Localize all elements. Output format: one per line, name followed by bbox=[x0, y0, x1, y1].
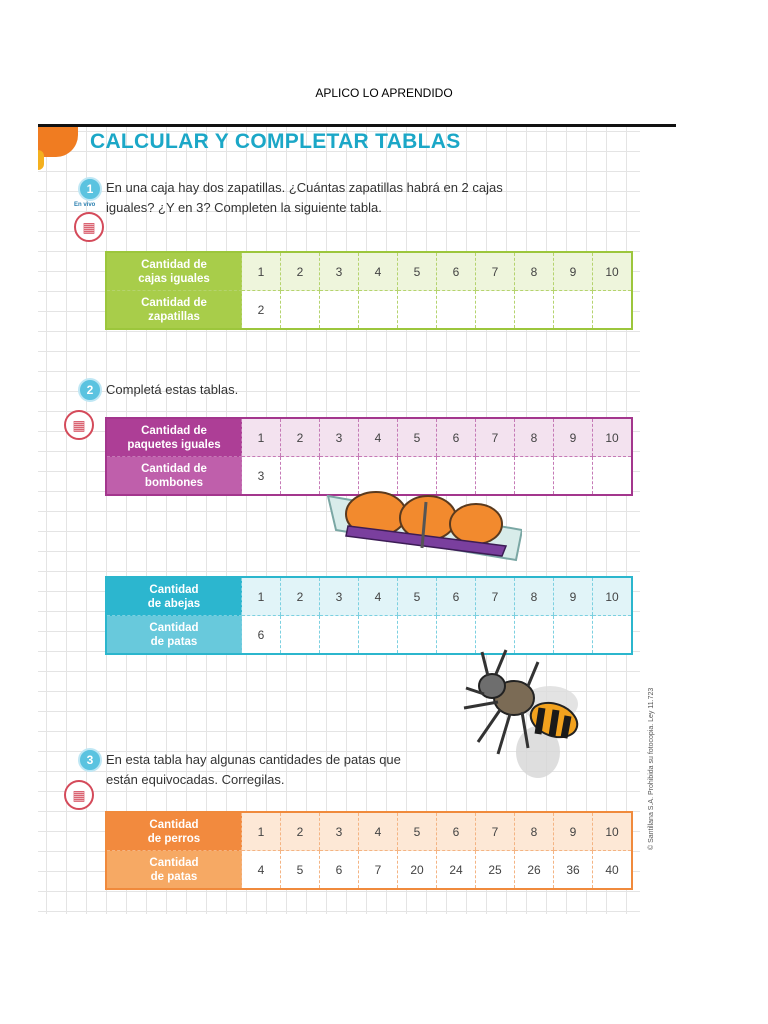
table-perros-patas bbox=[105, 811, 633, 890]
table-cell: 6 bbox=[437, 812, 476, 851]
row-header: Cantidad de bombones bbox=[106, 457, 242, 496]
row-header: Cantidad de perros bbox=[106, 812, 242, 851]
table-cell: 5 bbox=[398, 252, 437, 291]
table-cell: 6 bbox=[437, 252, 476, 291]
answer-cell[interactable] bbox=[320, 616, 359, 655]
answer-cell[interactable] bbox=[398, 616, 437, 655]
exercise-2-instructions: Completá estas tablas. bbox=[106, 382, 239, 397]
table-cell: 1 bbox=[242, 418, 281, 457]
table-cell: 4 bbox=[359, 418, 398, 457]
table-cell: 3 bbox=[320, 577, 359, 616]
row-header: Cantidad de paquetes iguales bbox=[106, 418, 242, 457]
table-cell: 2 bbox=[281, 577, 320, 616]
table-cell: 1 bbox=[242, 252, 281, 291]
table-cell: 2 bbox=[281, 252, 320, 291]
row-header: Cantidad de zapatillas bbox=[106, 291, 242, 330]
answer-cell[interactable] bbox=[476, 291, 515, 330]
calculator-icon: ▦ bbox=[64, 410, 94, 440]
answer-cell[interactable]: 6 bbox=[320, 851, 359, 890]
answer-cell[interactable] bbox=[281, 291, 320, 330]
answer-cell[interactable] bbox=[281, 616, 320, 655]
table-cell: 10 bbox=[593, 252, 633, 291]
table-cell: 7 bbox=[476, 812, 515, 851]
exercise-1-line-2: iguales? ¿Y en 3? Completen la siguiente tabla. bbox=[106, 200, 382, 215]
table-cell: 2 bbox=[242, 291, 281, 330]
answer-cell[interactable] bbox=[359, 291, 398, 330]
table-cell: 1 bbox=[242, 577, 281, 616]
answer-cell[interactable]: 7 bbox=[359, 851, 398, 890]
row-header: Cantidad de patas bbox=[106, 851, 242, 890]
answer-cell[interactable] bbox=[593, 291, 633, 330]
table-cell: 10 bbox=[593, 812, 633, 851]
table-cell: 4 bbox=[359, 577, 398, 616]
answer-cell[interactable]: 36 bbox=[554, 851, 593, 890]
answer-cell[interactable]: 4 bbox=[242, 851, 281, 890]
table-cell: 10 bbox=[593, 418, 633, 457]
row-header: Cantidad de patas bbox=[106, 616, 242, 655]
answer-cell[interactable] bbox=[281, 457, 320, 496]
answer-cell[interactable]: 26 bbox=[515, 851, 554, 890]
table-cell: 1 bbox=[242, 812, 281, 851]
bonbon-3 bbox=[450, 504, 502, 544]
answer-cell[interactable]: 5 bbox=[281, 851, 320, 890]
answer-cell[interactable] bbox=[593, 457, 633, 496]
table-cell: 7 bbox=[476, 252, 515, 291]
table-cell: 2 bbox=[281, 812, 320, 851]
exercise-1-number: 1 bbox=[78, 177, 102, 201]
table-cell: 8 bbox=[515, 812, 554, 851]
table-cell: 2 bbox=[281, 418, 320, 457]
table-cell: 9 bbox=[554, 812, 593, 851]
exercise-2-number: 2 bbox=[78, 378, 102, 402]
exercise-3-line-1: En esta tabla hay algunas cantidades de patas que bbox=[106, 752, 401, 767]
table-cell: 8 bbox=[515, 418, 554, 457]
worksheet-heading: CALCULAR Y COMPLETAR TABLAS bbox=[90, 130, 461, 153]
calculator-icon: ▦ bbox=[74, 212, 104, 242]
table-cell: 9 bbox=[554, 577, 593, 616]
table-cell: 8 bbox=[515, 252, 554, 291]
exercise-tag: En vivo bbox=[74, 202, 96, 208]
answer-cell[interactable]: 20 bbox=[398, 851, 437, 890]
answer-cell[interactable] bbox=[398, 291, 437, 330]
answer-cell[interactable] bbox=[320, 291, 359, 330]
document-title: APLICO LO APRENDIDO bbox=[315, 86, 453, 100]
table-cell: 5 bbox=[398, 577, 437, 616]
exercise-1-instructions bbox=[106, 178, 503, 218]
exercise-3-number: 3 bbox=[78, 748, 102, 772]
table-cell: 8 bbox=[515, 577, 554, 616]
row-header: Cantidad de abejas bbox=[106, 577, 242, 616]
answer-cell[interactable]: 25 bbox=[476, 851, 515, 890]
exercise-3-instructions bbox=[106, 750, 401, 790]
answer-cell[interactable]: 24 bbox=[437, 851, 476, 890]
table-cell: 6 bbox=[242, 616, 281, 655]
answer-cell[interactable] bbox=[554, 457, 593, 496]
yellow-decoration bbox=[38, 150, 44, 170]
table-cell: 3 bbox=[320, 812, 359, 851]
calculator-icon: ▦ bbox=[64, 780, 94, 810]
table-cell: 6 bbox=[437, 577, 476, 616]
table-cajas-zapatillas bbox=[105, 251, 633, 330]
copyright-note: © Santillana S.A. Prohibida su fotocopia. Ley 11.723 bbox=[648, 687, 655, 850]
table-cell: 3 bbox=[320, 252, 359, 291]
row-header: Cantidad de cajas iguales bbox=[106, 252, 242, 291]
table-cell: 7 bbox=[476, 418, 515, 457]
table-cell: 3 bbox=[320, 418, 359, 457]
bonbon-package-illustration bbox=[326, 490, 522, 562]
table-cell: 9 bbox=[554, 418, 593, 457]
answer-cell[interactable] bbox=[515, 291, 554, 330]
answer-cell[interactable] bbox=[359, 616, 398, 655]
table-paquetes-bombones bbox=[105, 417, 633, 496]
table-cell: 9 bbox=[554, 252, 593, 291]
answer-cell[interactable] bbox=[593, 616, 633, 655]
table-cell: 7 bbox=[476, 577, 515, 616]
answer-cell[interactable] bbox=[437, 291, 476, 330]
table-cell: 3 bbox=[242, 457, 281, 496]
table-cell: 4 bbox=[359, 812, 398, 851]
answer-cell[interactable]: 40 bbox=[593, 851, 633, 890]
exercise-3-line-2: están equivocadas. Corregilas. bbox=[106, 772, 285, 787]
table-cell: 6 bbox=[437, 418, 476, 457]
exercise-1-line-1: En una caja hay dos zapatillas. ¿Cuántas zapatillas habrá en 2 cajas bbox=[106, 180, 503, 195]
table-cell: 5 bbox=[398, 812, 437, 851]
table-cell: 4 bbox=[359, 252, 398, 291]
answer-cell[interactable] bbox=[554, 291, 593, 330]
table-cell: 5 bbox=[398, 418, 437, 457]
table-cell: 10 bbox=[593, 577, 633, 616]
bee-illustration bbox=[458, 644, 594, 780]
